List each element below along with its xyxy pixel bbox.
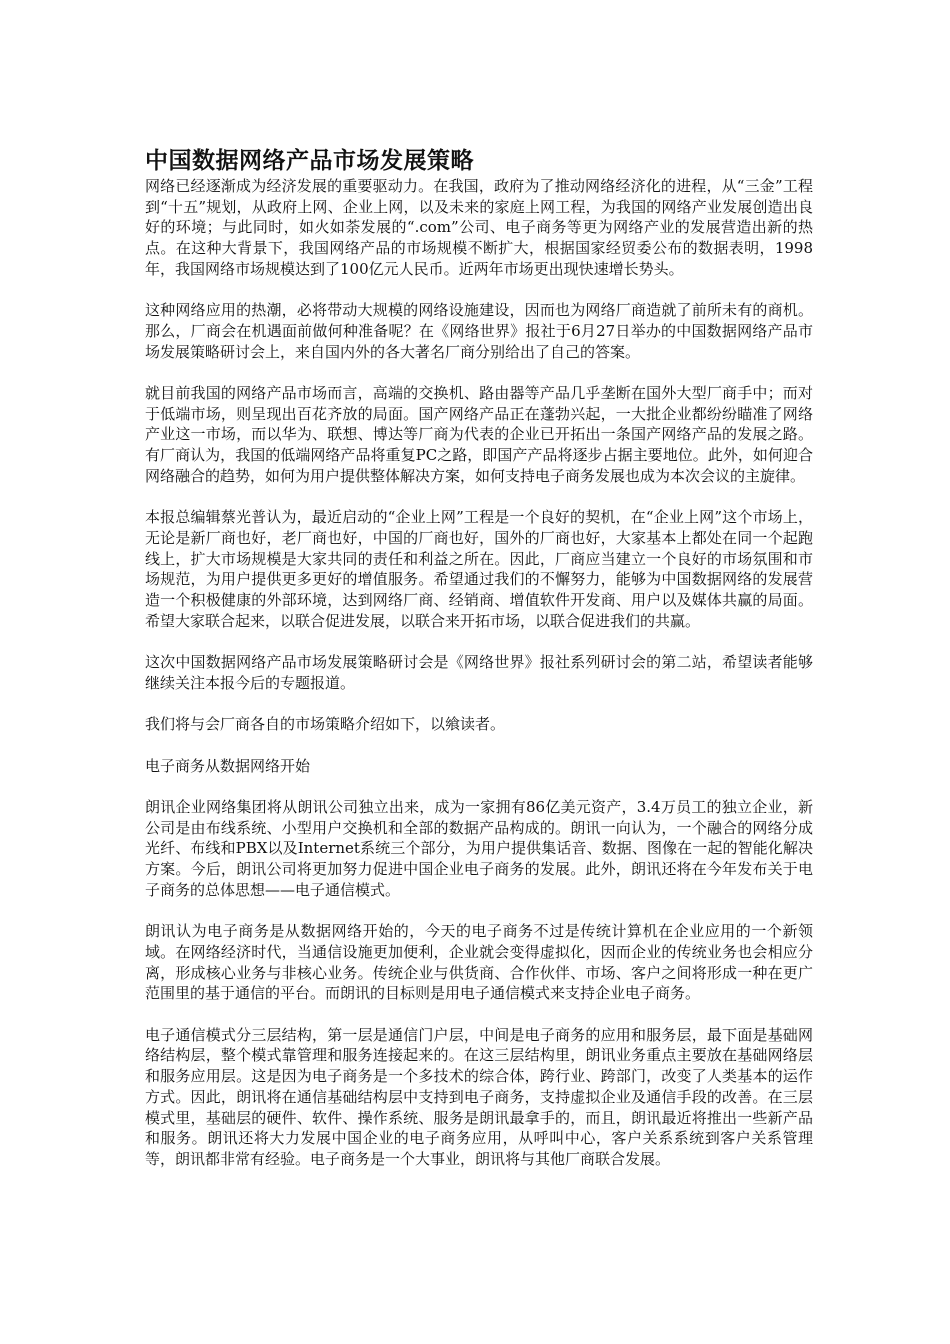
- paragraph: 朗讯企业网络集团将从朗讯公司独立出来，成为一家拥有86亿美元资产，3.4万员工的独立企业，新公司是由布线系统、小型用户交换机和全部的数据产品构成的。朗讯一向认为，一个融合的网络分成光纤、布线和PBX以及Internet系统三个部分，为用户提供集话音、数据、图像在一起的智能化解决方案。今后，朗讯公司将更加努力促进中国企业电子商务的发展。此外，朗讯还将在今年发布关于电子商务的总体思想——电子通信模式。: [145, 797, 813, 899]
- paragraph: 就目前我国的网络产品市场而言，高端的交换机、路由器等产品几乎垄断在国外大型厂商手中；而对于低端市场，则呈现出百花齐放的局面。国产网络产品正在蓬勃兴起，一大批企业都纷纷瞄准了网络产业这一市场，而以华为、联想、博达等厂商为代表的企业已开拓出一条国产网络产品的发展之路。有厂商认为，我国的低端网络产品将重复PC之路，即国产产品将逐步占据主要地位。此外，如何迎合网络融合的趋势，如何为用户提供整体解决方案，如何支持电子商务发展也成为本次会议的主旋律。: [145, 384, 813, 485]
- paragraph: 我们将与会厂商各自的市场策略介绍如下，以飨读者。: [145, 715, 506, 734]
- paragraph: 电子通信模式分三层结构，第一层是通信门户层，中间是电子商务的应用和服务层，最下面是基础网络结构层，整个模式靠管理和服务连接起来的。在这三层结构里，朗讯业务重点主要放在基础网络层和服务应用层。这是因为电子商务是一个多技术的综合体，跨行业、跨部门，改变了人类基本的运作方式。因此，朗讯将在通信基础结构层中支持到电子商务，支持虚拟企业及通信手段的改善。在三层模式里，基础层的硬件、软件、操作系统、服务是朗讯最拿手的，而且，朗讯最近将推出一些新产品和服务。朗讯还将大力发展中国企业的电子商务应用，从呼叫中心，客户关系系统到客户关系管理等，朗讯都非常有经验。电子商务是一个大事业，朗讯将与其他厂商联合发展。: [145, 1025, 813, 1168]
- paragraph: 这种网络应用的热潮，必将带动大规模的网络设施建设，因而也为网络厂商造就了前所未有的商机。那么，厂商会在机遇面前做何种准备呢？在《网络世界》报社于6月27日举办的中国数据网络产品市场发展策略研讨会上，来自国内外的各大著名厂商分别给出了自己的答案。: [145, 301, 813, 361]
- document-page: [145, 146, 813, 1190]
- paragraph: 这次中国数据网络产品市场发展策略研讨会是《网络世界》报社系列研讨会的第二站，希望读者能够继续关注本报今后的专题报道。: [145, 653, 813, 692]
- document-title: 中国数据网络产品市场发展策略: [145, 148, 474, 174]
- section-heading: 电子商务从数据网络开始: [145, 756, 311, 775]
- paragraph-intro: 网络已经逐渐成为经济发展的重要驱动力。在我国，政府为了推动网络经济化的进程，从“三金”工程到“十五”规划，从政府上网、企业上网，以及未来的家庭上网工程，为我国的网络产业发展创造出良好的环境；与此同时，如火如荼发展的“.com”公司、电子商务等更为网络产业的发展营造出新的热点。在这种大背景下，我国网络产品的市场规模不断扩大，根据国家经贸委公布的数据表明，1998年，我国网络市场规模达到了100亿元人民币。近两年市场更出现快速增长势头。: [145, 177, 813, 278]
- paragraph: 本报总编辑蔡光普认为，最近启动的“企业上网”工程是一个良好的契机，在“企业上网”这个市场上，无论是新厂商也好，老厂商也好，中国的厂商也好，国外的厂商也好，大家基本上都处在同一个起跑线上，扩大市场规模是大家共同的责任和利益之所在。因此，厂商应当建立一个良好的市场氛围和市场规范，为用户提供更多更好的增值服务。希望通过我们的不懈努力，能够为中国数据网络的发展营造一个积极健康的外部环境，达到网络厂商、经销商、增值软件开发商、用户以及媒体共赢的局面。希望大家联合起来，以联合促进发展，以联合来开拓市场，以联合促进我们的共赢。: [145, 508, 813, 630]
- paragraph: 朗讯认为电子商务是从数据网络开始的，今天的电子商务不过是传统计算机在企业应用的一个新领域。在网络经济时代，当通信设施更加便利，企业就会变得虚拟化，因而企业的传统业务也会相应分离，形成核心业务与非核心业务。传统企业与供货商、合作伙伴、市场、客户之间将形成一种在更广范围里的基于通信的平台。而朗讯的目标则是用电子通信模式来支持企业电子商务。: [145, 922, 813, 1003]
